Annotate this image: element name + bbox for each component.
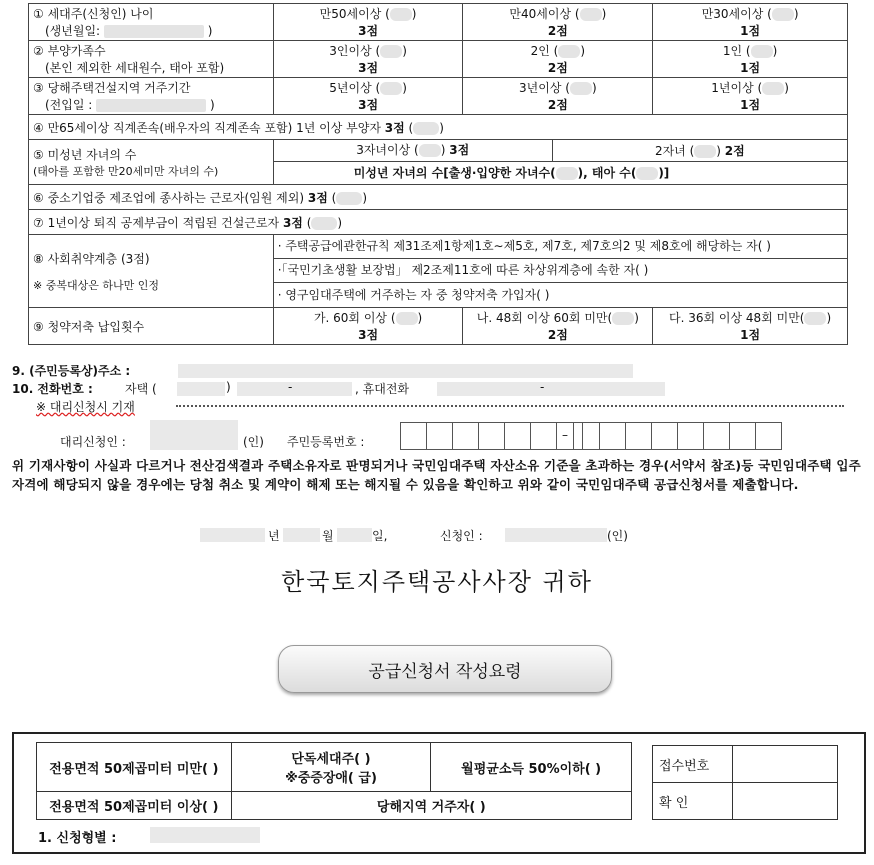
vulnerable-opt-1[interactable]: · 주택공급에관한규칙 제31조제1항제1호∼제5호, 제7호, 제7호의2 및 제8호에 해당하는 자( ) <box>274 235 847 259</box>
score-table <box>28 3 848 345</box>
birth-input[interactable] <box>104 25 204 38</box>
checkbox[interactable] <box>612 312 634 325</box>
declaration-text: 위 기재사항이 사실과 다르거나 전산검색결과 주택소유자로 판명되거나 국민임대주택 자산소유 기준을 초과하는 경우(서약서 참조)등 국민임대주택 입주자격에 해당되지 않을 경우에는 당첨 취소 및 계약이 해제 또는 해지될 수 있음을 확인하고 위와 같이 국민임대주택 공급신청서를 제출합니다. <box>12 458 861 492</box>
points: 3점 <box>358 24 379 38</box>
address-label: 9. (주민등록상)주소 : <box>12 364 131 378</box>
area-code-input[interactable] <box>177 382 225 396</box>
ssn-back-boxes[interactable] <box>573 422 782 450</box>
move-in-date-input[interactable] <box>96 99 206 112</box>
home-phone-input[interactable] <box>237 382 352 396</box>
receipt-table <box>652 745 838 820</box>
area-over-50-option[interactable]: 전용면적 50제곱미터 이상( ) <box>37 792 232 820</box>
checkbox[interactable] <box>694 145 716 158</box>
apply-type-input[interactable] <box>150 827 260 843</box>
checkbox[interactable] <box>570 82 592 95</box>
confirm-label: 확 인 <box>653 783 733 820</box>
birth-label: (생년월일: <box>45 24 101 38</box>
age-opt-40[interactable]: 만40세이상 ( <box>509 7 580 21</box>
age-opt-50[interactable]: 만50세이상 ( <box>319 7 390 21</box>
ssn-front-boxes[interactable] <box>400 422 583 450</box>
divider <box>176 405 844 407</box>
row-dependents: ② 부양가족수 (본인 제외한 세대원수, 태아 포함) 3인이상 ( ) 3점 2인 ( ) 2점 1인 ( ) 1점 <box>29 41 848 78</box>
ssn-label: 주민등록번호 : <box>287 435 365 449</box>
applicant-label: 신청인 : <box>440 529 483 543</box>
row-vulnerable: ⑧ 사회취약계층 (3점) ※ 중복대상은 하나만 인정 · 주택공급에관한규칙 제31조제1항제1호∼제5호, 제7호, 제7호의2 및 제8호에 해당하는 자( ) ·「국민기초생활 보장법」 제2조제11호에 따른 차상위계층에 속한 자( ) · 영구임대주택에 거주하는 자 중 청약저축 가입자( ) <box>29 235 848 308</box>
checkbox[interactable] <box>413 122 439 135</box>
mobile-phone-input[interactable] <box>437 382 665 396</box>
dependents-label: ② 부양가족수 <box>33 44 106 58</box>
local-resident-option[interactable]: 당해지역 거주자( ) <box>231 792 631 820</box>
row-savings: ⑨ 청약저축 납입횟수 가. 60회 이상 ( ) 3점 나. 48회 이상 60회 미만( ) 2점 다. 36회 이상 48회 미만( ) 1점 <box>29 308 848 345</box>
addressee-title: 한국토지주택공사사장 귀하 <box>281 568 593 596</box>
receipt-number-label: 접수번호 <box>653 746 733 783</box>
confirm-field <box>732 783 837 820</box>
age-opt-30[interactable]: 만30세이상 ( <box>701 7 772 21</box>
month-input[interactable] <box>283 528 320 542</box>
age-label-cell: ① 세대주(신청인) 나이 (생년월일: ) <box>29 4 274 41</box>
age-label: ① 세대주(신청인) 나이 <box>33 7 154 21</box>
checkbox[interactable] <box>751 45 773 58</box>
year-input[interactable] <box>200 528 265 542</box>
checkbox[interactable] <box>580 8 602 21</box>
checkbox[interactable] <box>419 144 441 157</box>
day-input[interactable] <box>337 528 372 542</box>
checkbox[interactable] <box>804 312 826 325</box>
checkbox[interactable] <box>336 192 362 205</box>
severe-disability-option[interactable]: ※중증장애( 급) <box>285 771 377 786</box>
checkbox[interactable] <box>380 82 402 95</box>
checkbox[interactable] <box>311 217 337 230</box>
receipt-number-field <box>732 746 837 783</box>
row-elder-support: ④ 만65세이상 직계존속(배우자의 직계존속 포함) 1년 이상 부양자 3점 ( ) <box>29 115 848 140</box>
vulnerable-opt-2[interactable]: ·「국민기초생활 보장법」 제2조제11호에 따른 차상위계층에 속한 자( ) <box>274 259 847 283</box>
checkbox[interactable] <box>390 8 412 21</box>
checkbox[interactable] <box>380 45 402 58</box>
points: 1점 <box>740 24 761 38</box>
birth-count-input[interactable] <box>556 167 578 180</box>
row-sme-worker: ⑥ 중소기업중 제조업에 종사하는 근로자(임원 제외) 3점 ( ) <box>29 185 848 210</box>
selection-table <box>36 742 632 820</box>
apply-type-label: 1. 신청형별 : <box>38 831 117 846</box>
proxy-name-input[interactable] <box>150 420 238 450</box>
checkbox[interactable] <box>772 8 794 21</box>
single-head-option[interactable]: 단독세대주( ) <box>291 752 371 767</box>
row-construction-worker: ⑦ 1년이상 퇴직 공제부금이 적립된 건설근로자 3점 ( ) <box>29 210 848 235</box>
phone-label: 10. 전화번호 : <box>12 382 93 396</box>
applicant-name-input[interactable] <box>505 528 607 542</box>
checkbox[interactable] <box>762 82 784 95</box>
income-under-50-option[interactable]: 월평균소득 50%이하( ) <box>431 743 632 792</box>
proxy-note: ※ 대리신청시 기재 <box>36 400 135 414</box>
vulnerable-opt-3[interactable]: · 영구임대주택에 거주하는 자 중 청약저축 가입자( ) <box>277 288 550 302</box>
row-residence: ③ 당해주택건설지역 거주기간 (전입일 : ) 5년이상 ( ) 3점 3년이상 ( ) 2점 1년이상 ( ) 1점 <box>29 78 848 115</box>
address-input[interactable] <box>178 364 633 378</box>
writing-guide-button[interactable]: 공급신청서 작성요령 <box>278 645 612 693</box>
proxy-name-label: 대리신청인 : <box>60 435 126 449</box>
fetus-count-input[interactable] <box>636 167 658 180</box>
row-age: ① 세대주(신청인) 나이 (생년월일: ) 만50세이상 ( ) 3점 만40세이상 ( ) 2점 만30세이상 ( ) 1점 <box>29 4 848 41</box>
checkbox[interactable] <box>396 312 418 325</box>
points: 2점 <box>547 24 568 38</box>
row-minor-children: ⑤ 미성년 자녀의 수 (태아를 포함한 만20세미만 자녀의 수) 3자녀이상 ( ) 3점 2자녀 ( ) 2점 미성년 자녀의 수[출생·입양한 자녀수( ), 태아 수( )] <box>29 140 848 185</box>
area-under-50-option[interactable]: 전용면적 50제곱미터 미만( ) <box>37 743 232 792</box>
residence-label: ③ 당해주택건설지역 거주기간 <box>33 81 191 95</box>
checkbox[interactable] <box>558 45 580 58</box>
